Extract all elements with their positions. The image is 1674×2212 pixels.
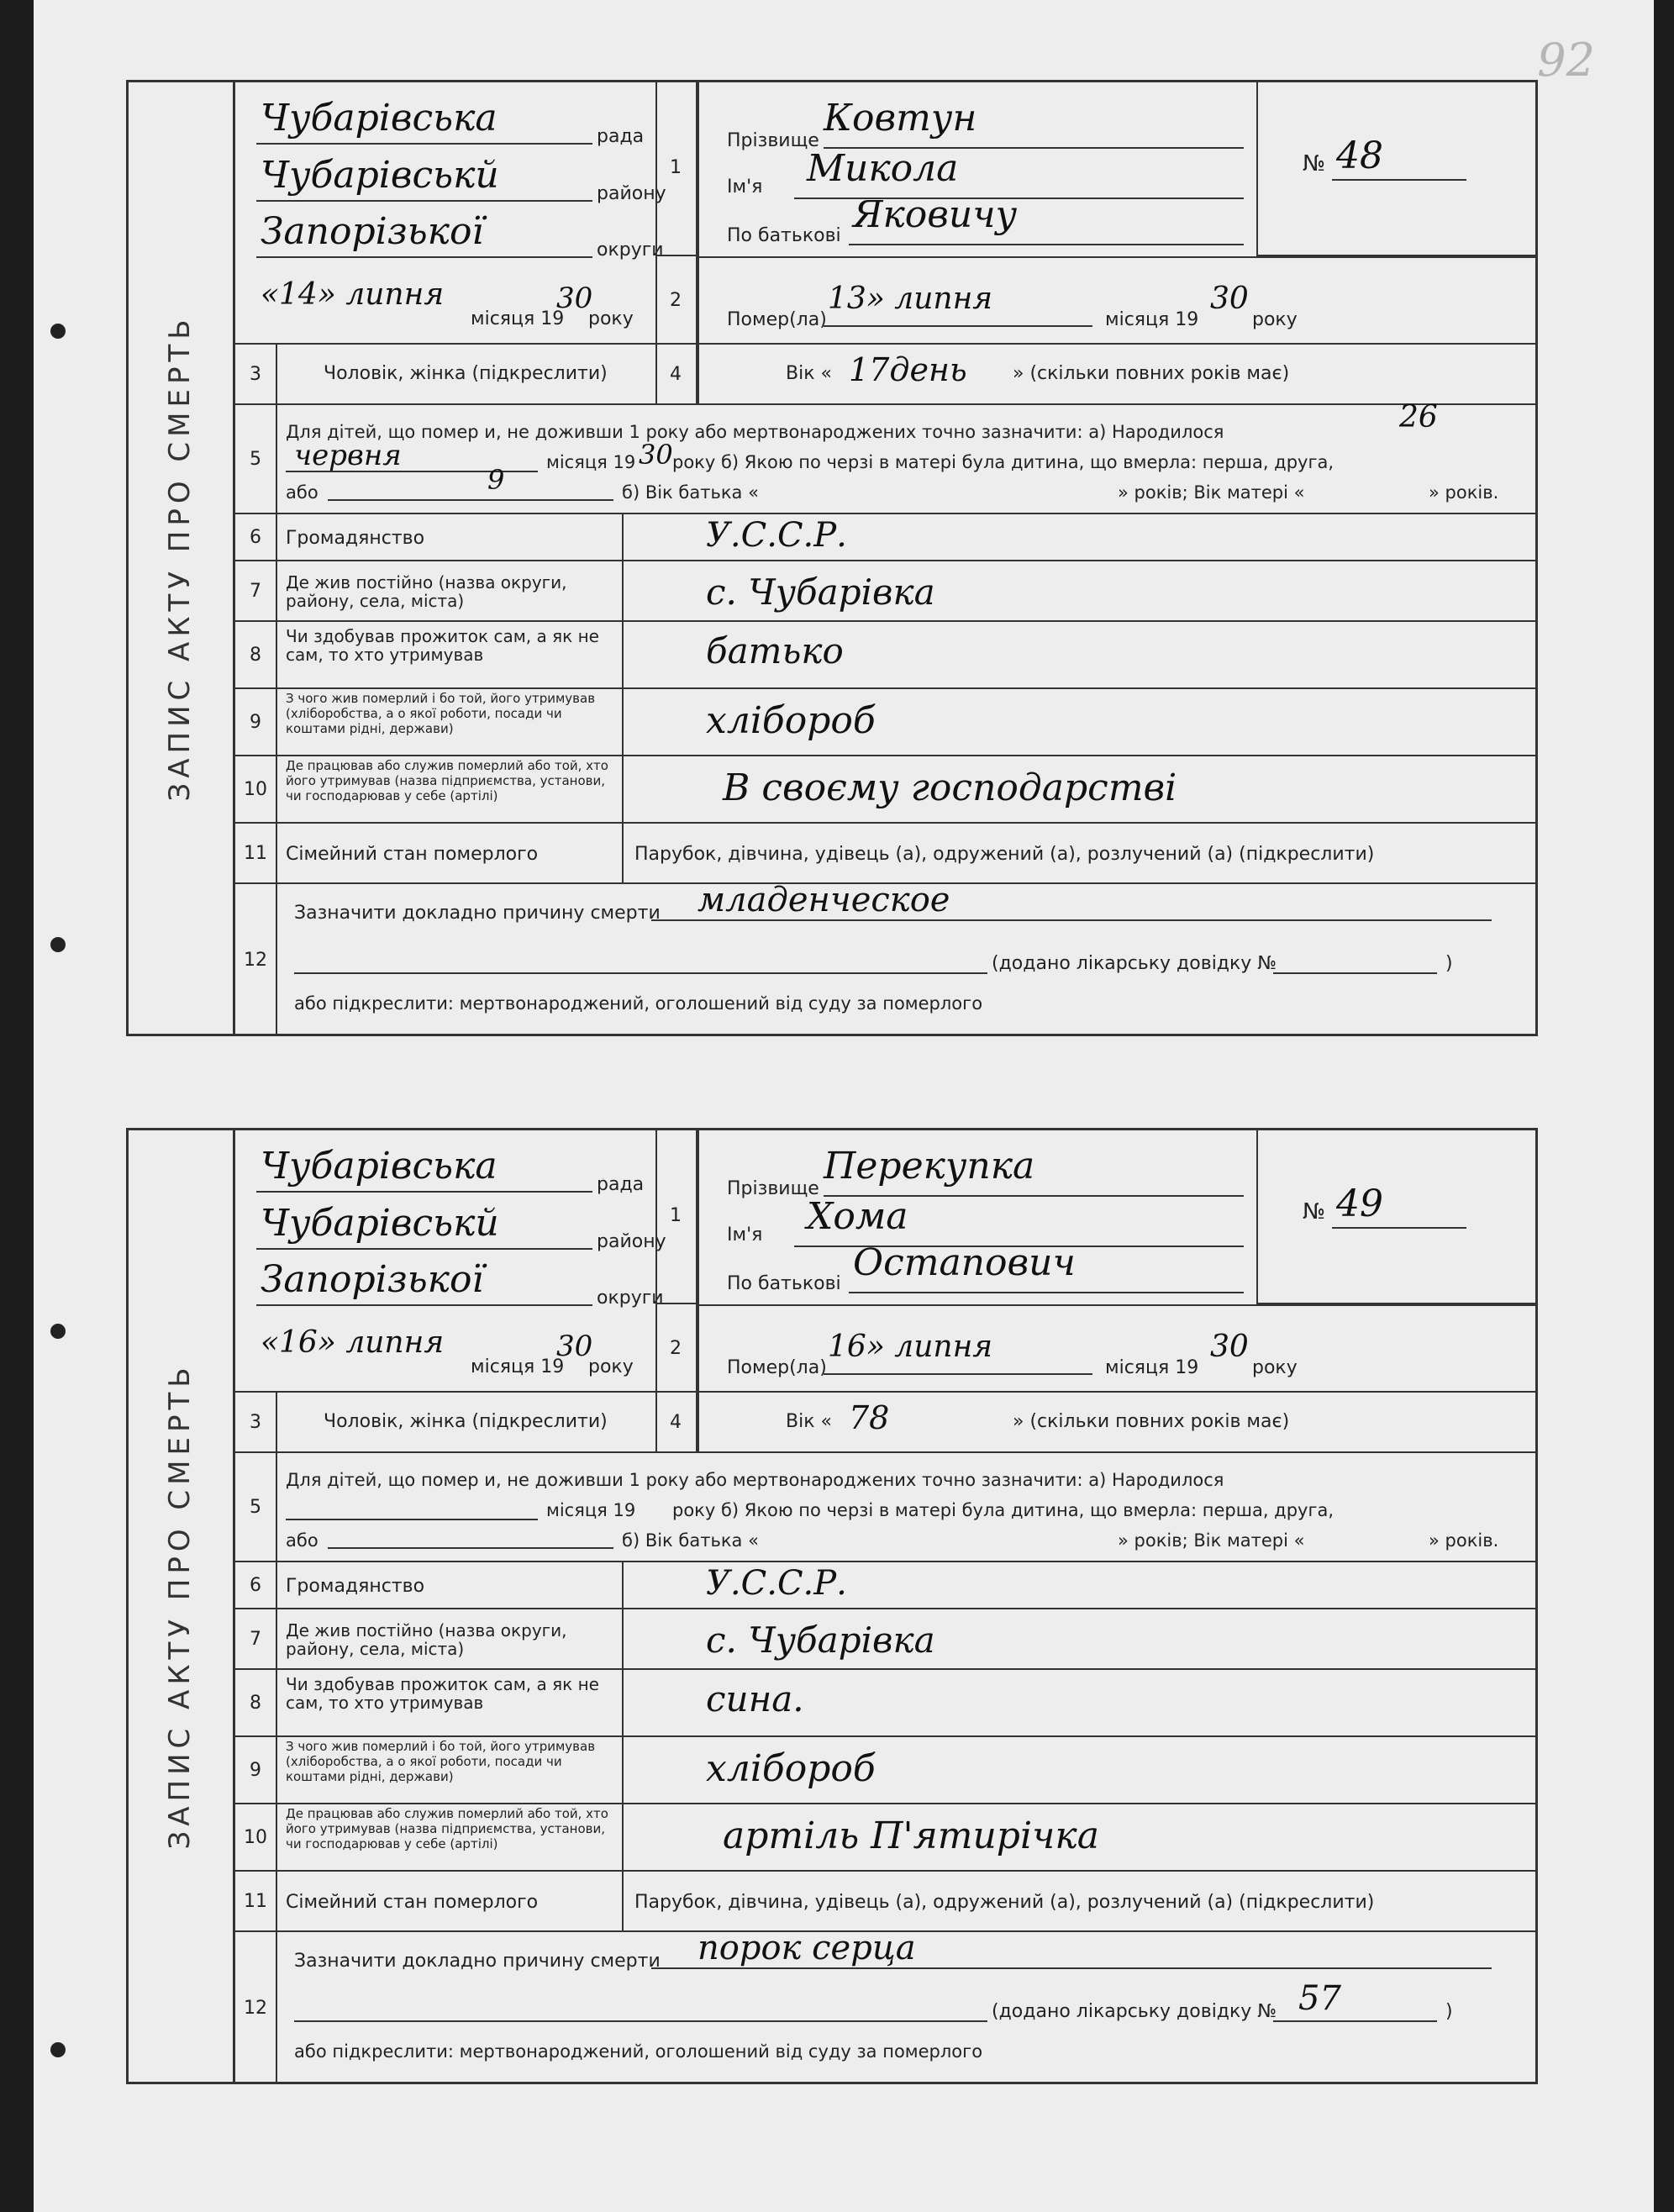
date-part: 13 — [828, 282, 866, 316]
divider — [698, 80, 699, 343]
name-value: Хома — [807, 1195, 908, 1238]
reg-year-value: 30 — [556, 1330, 593, 1363]
died-year-label: року — [1252, 309, 1298, 330]
died-month-label: місяця 19 — [1105, 309, 1199, 330]
row-citizenship — [235, 1562, 1538, 1609]
raion-label: району — [597, 1231, 666, 1252]
citizenship-value: У.С.С.Р. — [706, 516, 847, 555]
death-date: 16» липня — [828, 1330, 993, 1364]
fill-line — [256, 1304, 592, 1306]
fill-line — [698, 1304, 1538, 1306]
punch-hole — [50, 937, 66, 952]
livelihood-value: сина. — [706, 1678, 804, 1720]
reg-month-label: місяця 19 — [471, 1356, 565, 1377]
record-spine — [126, 1128, 235, 2084]
label-cell — [277, 514, 624, 560]
death-date: 13» липня — [828, 282, 993, 316]
age-label: Вік « — [786, 1411, 832, 1432]
row-livelihood — [235, 1670, 1538, 1737]
surname-value: Перекупка — [824, 1145, 1035, 1188]
sex-label: Чоловік, жінка (підкреслити) — [324, 1411, 608, 1432]
infant-line2a: місяця 19 — [546, 1500, 636, 1520]
residence-value: с. Чубарівка — [706, 1620, 935, 1661]
static-label: ) — [1445, 2001, 1453, 2022]
reg-date: «14» липня — [261, 277, 445, 312]
okrug-label: округи — [597, 240, 664, 261]
fill-line — [256, 1191, 592, 1193]
row-cause — [235, 881, 1538, 1036]
rada-label: рада — [597, 126, 645, 147]
infant-line3a: або — [286, 482, 318, 503]
residence-value: с. Чубарівка — [706, 571, 935, 613]
fill-line — [256, 200, 592, 202]
citizenship-label: Громадянство — [286, 528, 425, 549]
static-label: ) — [1445, 953, 1453, 974]
punch-hole — [50, 324, 66, 339]
fill-line — [849, 244, 1244, 245]
row-number: 12 — [235, 1932, 277, 2084]
infant-line2b: року б) Якою по черзі в матері була дитина, що вмерла: перша, друга, — [672, 452, 1334, 472]
infant-line3d: » років. — [1429, 482, 1499, 503]
surname-label: Прізвище — [727, 130, 819, 151]
row-number: 8 — [235, 1670, 277, 1735]
infant-line2a: місяця 19 — [546, 452, 636, 472]
cert-label: (додано лікарську довідку № — [992, 2001, 1277, 2022]
residence-label: Де жив постійно (назва округи, району, села, міста) — [286, 572, 567, 611]
row-residence — [235, 561, 1538, 622]
marital-options: Парубок, дівчина, удівець (а), одружений (а), розлучений (а) (підкреслити) — [634, 1892, 1375, 1913]
row-residence — [235, 1609, 1538, 1670]
label-cell — [277, 561, 624, 620]
row-number: 7 — [235, 561, 277, 620]
raion-label: району — [597, 183, 666, 204]
rada-value: Чубарівська — [261, 1145, 497, 1188]
record-body — [235, 80, 1538, 1036]
date-part: липня — [345, 277, 445, 312]
infant-line3a: або — [286, 1530, 318, 1551]
born-year-value: 30 — [639, 439, 673, 471]
divider — [698, 345, 699, 403]
infant-line2b: року б) Якою по черзі в матері була дитина, що вмерла: перша, друга, — [672, 1500, 1334, 1520]
record-spine — [126, 80, 235, 1036]
label-cell — [277, 1737, 624, 1803]
row-number: 9 — [235, 1737, 277, 1803]
fill-line — [256, 143, 592, 145]
age-label: Вік « — [786, 363, 832, 384]
source-label: З чого жив померлий і бо той, його утримував (хліборобства, а о якої роботи, посади чи коштами рідні, держави) — [286, 691, 596, 736]
stillborn-label: або підкреслити: мертвонароджений, оголошений від суду за померлого — [294, 993, 983, 1014]
fill-line — [651, 1967, 1492, 1969]
row-livelihood — [235, 622, 1538, 689]
marital-label: Сімейний стан померлого — [286, 844, 539, 865]
row-marital — [235, 824, 1538, 884]
cause-value: порок серца — [698, 1929, 916, 1967]
row-number: 10 — [235, 1804, 277, 1870]
okrug-value: Запорізької — [261, 1258, 484, 1301]
birth-order-value: 9 — [487, 464, 505, 496]
sex-label: Чоловік, жінка (підкреслити) — [324, 363, 608, 384]
form-title: ЗАПИС АКТУ ПРО СМЕРТЬ — [162, 1362, 197, 1850]
cert-label: (додано лікарську довідку № — [992, 953, 1277, 974]
age-value: 17день — [849, 351, 967, 388]
reg-no-value: 48 — [1336, 134, 1383, 177]
date-part: 16 — [828, 1330, 866, 1364]
fill-line — [294, 2020, 987, 2022]
reg-number-box — [1256, 1128, 1538, 1304]
patronymic-label: По батькові — [727, 225, 841, 246]
infant-line3c: » років; Вік матері « — [1118, 1530, 1305, 1551]
fill-line — [328, 499, 613, 501]
fill-line — [1332, 179, 1466, 181]
infant-line1: Для дітей, що помер и, не доживши 1 року або мертвонароджених точно зазначити: а) Народилося — [286, 1470, 1224, 1490]
row-number: 11 — [235, 824, 277, 882]
date-part: липня — [894, 1330, 993, 1364]
reg-year-label: року — [588, 308, 634, 329]
row-number: 4 — [655, 1393, 698, 1451]
row-number: 3 — [235, 345, 277, 403]
header-block — [235, 80, 1538, 345]
cause-value: младенческое — [698, 881, 950, 919]
row-number: 9 — [235, 689, 277, 755]
label-cell — [277, 1872, 624, 1930]
infant-line3d: » років. — [1429, 1530, 1499, 1551]
marital-label: Сімейний стан померлого — [286, 1892, 539, 1913]
stillborn-label: або підкреслити: мертвонароджений, оголошений від суду за померлого — [294, 2041, 983, 2062]
patronymic-value: Остапович — [853, 1241, 1076, 1284]
born-month-value: червня — [294, 439, 402, 472]
reg-year-value: 30 — [556, 282, 593, 315]
fill-line — [256, 1248, 592, 1250]
work-value: В своєму господарстві — [723, 766, 1177, 809]
row-number: 2 — [655, 256, 698, 345]
died-label: Помер(ла) — [727, 1357, 827, 1378]
cause-label: Зазначити докладно причину смерти — [294, 903, 661, 924]
death-year-value: 30 — [1210, 282, 1249, 316]
born-day-value: 26 — [1399, 400, 1438, 434]
row-number: 8 — [235, 622, 277, 687]
row-work — [235, 756, 1538, 824]
livelihood-label: Чи здобував прожиток сам, а як не сам, то хто утримував — [286, 1674, 599, 1713]
record-body — [235, 1128, 1538, 2084]
punch-hole — [50, 1324, 66, 1339]
infant-line1: Для дітей, що помер и, не доживши 1 року або мертвонароджених точно зазначити: а) Народилося — [286, 422, 1224, 442]
row-number: 1 — [655, 1128, 698, 1304]
reg-month-label: місяця 19 — [471, 308, 565, 329]
fill-line — [1273, 2020, 1437, 2022]
fill-line — [1273, 972, 1437, 974]
okrug-value: Запорізької — [261, 210, 484, 253]
row-number: 2 — [655, 1304, 698, 1393]
row-number: 12 — [235, 884, 277, 1036]
died-label: Помер(ла) — [727, 309, 827, 330]
cert-no-value: 57 — [1298, 1979, 1341, 2018]
row-number: 5 — [235, 405, 277, 513]
label-cell — [277, 1609, 624, 1668]
row-source — [235, 689, 1538, 756]
source-value: хлібороб — [706, 1747, 876, 1790]
fill-line — [256, 256, 592, 258]
label-cell — [277, 689, 624, 755]
cause-label: Зазначити докладно причину смерти — [294, 1951, 661, 1972]
row-infant — [235, 1453, 1538, 1562]
infant-line3c: » років; Вік матері « — [1118, 482, 1305, 503]
row-number: 6 — [235, 514, 277, 560]
age-value: 78 — [849, 1399, 890, 1436]
fill-line — [824, 1373, 1092, 1375]
source-value: хлібороб — [706, 699, 876, 742]
source-label: З чого жив померлий і бо той, його утримував (хліборобства, а о якої роботи, посади чи коштами рідні, держави) — [286, 1739, 596, 1784]
surname-label: Прізвище — [727, 1178, 819, 1199]
row-citizenship — [235, 514, 1538, 561]
row-number: 6 — [235, 1562, 277, 1608]
date-part: 16 — [279, 1325, 318, 1360]
row-infant — [235, 400, 1538, 514]
raion-value: Чубарівськй — [261, 1202, 499, 1245]
label-cell — [277, 756, 624, 822]
label-cell — [277, 824, 624, 882]
livelihood-value: батько — [706, 630, 844, 672]
label-cell — [277, 1670, 624, 1735]
age-suffix: » (скільки повних років має) — [1013, 363, 1290, 384]
fill-line — [849, 1292, 1244, 1293]
label-cell — [277, 1804, 624, 1870]
work-label: Де працював або служив померлий або той, хто його утримував (назва підприємства, установи, чи господарював у себе (артілі) — [286, 1806, 608, 1851]
patronymic-value: Яковичу — [853, 193, 1018, 236]
reg-number-box — [1256, 80, 1538, 256]
fill-line — [1332, 1227, 1466, 1229]
died-month-label: місяця 19 — [1105, 1357, 1199, 1378]
row-source — [235, 1737, 1538, 1804]
date-part: липня — [345, 1325, 445, 1360]
name-label: Ім'я — [727, 1224, 763, 1246]
row-sex-age — [235, 1393, 1538, 1453]
livelihood-label: Чи здобував прожиток сам, а як не сам, то хто утримував — [286, 626, 599, 665]
reg-date: «16» липня — [261, 1325, 445, 1360]
age-suffix: » (скільки повних років має) — [1013, 1411, 1290, 1432]
row-number: 11 — [235, 1872, 277, 1930]
fill-line — [651, 919, 1492, 921]
fill-line — [698, 256, 1538, 258]
death-year-value: 30 — [1210, 1330, 1249, 1364]
work-label: Де працював або служив померлий або той, хто його утримував (назва підприємства, установи, чи господарював у себе (артілі) — [286, 758, 608, 803]
reg-no-label: № — [1303, 1199, 1326, 1224]
work-value: артіль П'ятирічка — [723, 1814, 1099, 1857]
name-label: Ім'я — [727, 176, 763, 198]
header-block — [235, 1128, 1538, 1393]
reg-no-value: 49 — [1336, 1182, 1383, 1225]
row-number: 4 — [655, 345, 698, 403]
fill-line — [824, 325, 1092, 327]
fill-line — [328, 1547, 613, 1549]
fill-line — [286, 1519, 538, 1520]
surname-value: Ковтун — [824, 97, 977, 140]
row-number: 5 — [235, 1453, 277, 1561]
row-work — [235, 1804, 1538, 1872]
patronymic-label: По батькові — [727, 1273, 841, 1294]
punch-hole — [50, 2042, 66, 2057]
okrug-label: округи — [597, 1288, 664, 1309]
row-marital — [235, 1872, 1538, 1932]
marital-options: Парубок, дівчина, удівець (а), одружений (а), розлучений (а) (підкреслити) — [634, 844, 1375, 865]
form-title: ЗАПИС АКТУ ПРО СМЕРТЬ — [162, 314, 197, 802]
citizenship-value: У.С.С.Р. — [706, 1564, 847, 1603]
label-cell — [277, 622, 624, 687]
row-number: 7 — [235, 1609, 277, 1668]
citizenship-label: Громадянство — [286, 1576, 425, 1597]
raion-value: Чубарівськй — [261, 154, 499, 197]
divider — [698, 1393, 699, 1451]
reg-year-label: року — [588, 1356, 634, 1377]
name-value: Микола — [807, 147, 959, 190]
label-cell — [277, 1562, 624, 1608]
row-cause — [235, 1929, 1538, 2084]
date-part: 14 — [279, 277, 318, 312]
row-number: 1 — [655, 80, 698, 256]
row-number: 10 — [235, 756, 277, 822]
fill-line — [294, 972, 987, 974]
infant-line3b: б) Вік батька « — [622, 482, 759, 503]
died-year-label: року — [1252, 1357, 1298, 1378]
rada-label: рада — [597, 1174, 645, 1195]
page-number: 92 — [1537, 34, 1595, 87]
infant-line3b: б) Вік батька « — [622, 1530, 759, 1551]
row-number: 3 — [235, 1393, 277, 1451]
rada-value: Чубарівська — [261, 97, 497, 140]
divider — [698, 1128, 699, 1391]
date-part: липня — [894, 282, 993, 316]
reg-no-label: № — [1303, 151, 1326, 176]
residence-label: Де жив постійно (назва округи, району, села, міста) — [286, 1620, 567, 1659]
row-sex-age — [235, 345, 1538, 405]
